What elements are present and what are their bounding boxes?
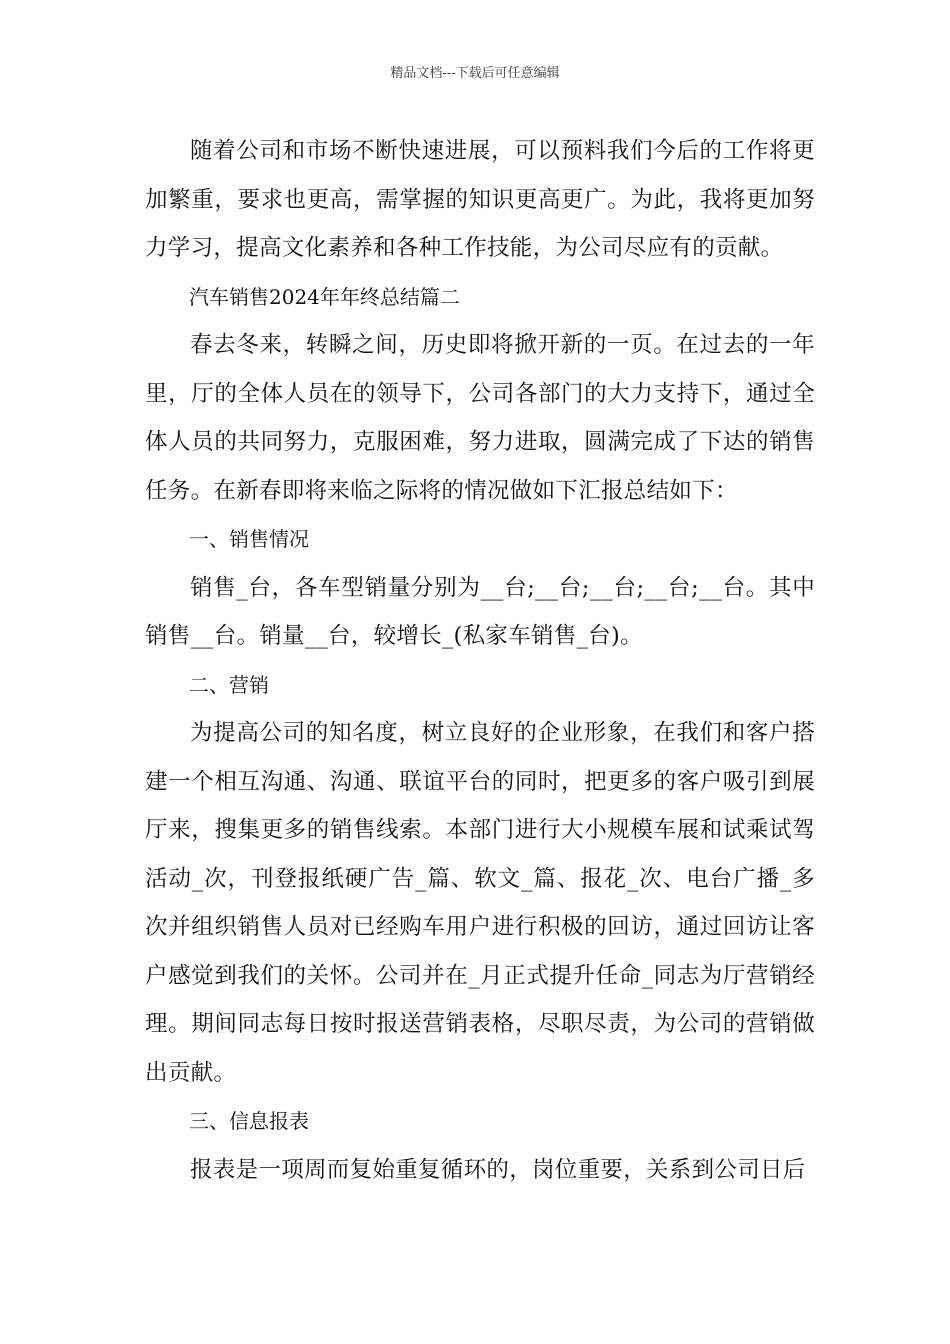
paragraph-reports: 报表是一项周而复始重复循环的，岗位重要，关系到公司日后 (190, 1156, 806, 1183)
paragraph-summary: 春去冬来，转瞬之间，历史即将掀开新的一页。在过去的一年里，厅的全体人员在的领导下，公司各部门的大力支持下，通过全体人员的共同努力，克服困难，努力进取，圆满完成了下达的销售任务。在新春即将来临之际将的情况做如下汇报总结如下： (145, 332, 815, 504)
heading-sales: 一、销售情况 (189, 527, 309, 551)
section-title: 汽车销售2024年年终总结篇二 (189, 284, 460, 309)
heading-marketing: 二、营销 (189, 672, 269, 697)
paragraph-sales: 销售_台，各车型销量分别为__台;__台;__台;__台;__台。其中销售__台。销量__台，较增长_(私家车销售_台)。 (145, 574, 815, 649)
page-header: 精品文档---下载后可任意编辑 (390, 66, 560, 81)
heading-reports: 三、信息报表 (189, 1109, 309, 1133)
paragraph-marketing: 为提高公司的知名度，树立良好的企业形象，在我们和客户搭建一个相互沟通、沟通、联谊平台的同时，把更多的客户吸引到展厅来，搜集更多的销售线索。本部门进行大小规模车展和试乘试驾活动_次，刊登报纸硬广告_篇、软文_篇、报花_次、电台广播_多次并组织销售人员对已经购车用户进行积极的回访，通过回访让客户感觉到我们的关怀。公司并在_月正式提升任命_同志为厅营销经理。期间同志每日按时报送营销表格，尽职尽责，为公司的营销做出贡献。 (145, 720, 815, 1086)
paragraph-intro: 随着公司和市场不断快速进展，可以预料我们今后的工作将更加繁重，要求也更高，需掌握的知识更高更广。为此，我将更加努力学习，提高文化素养和各种工作技能，为公司尽应有的贡献。 (145, 138, 815, 261)
document-body (145, 127, 815, 1194)
